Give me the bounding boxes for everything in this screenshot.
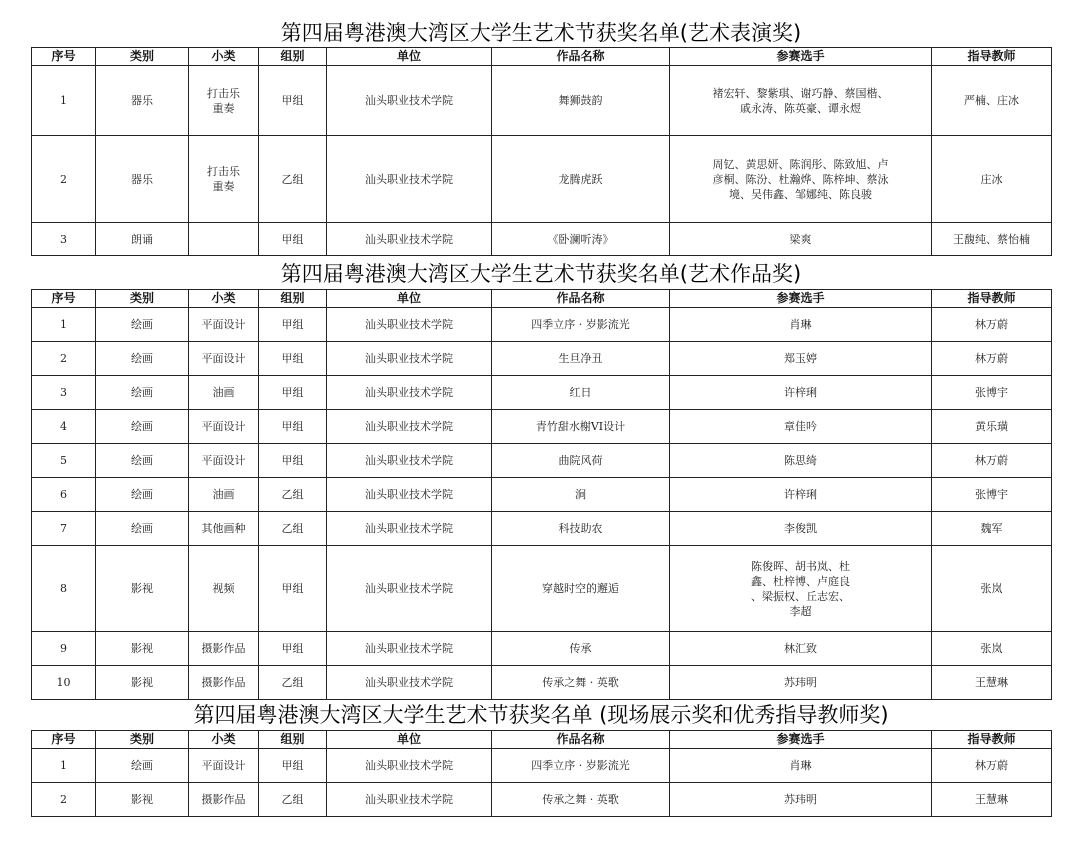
- cell-category: 朗诵: [96, 223, 189, 256]
- cell-unit: 汕头职业技术学院: [327, 749, 492, 783]
- header-advisor: 指导教师: [932, 290, 1052, 308]
- cell-index: 1: [32, 66, 96, 136]
- cell-advisor: 张岚: [932, 632, 1052, 666]
- table-row: [32, 512, 1052, 546]
- cell-subcategory: 平面设计: [189, 444, 259, 478]
- cell-unit: 汕头职业技术学院: [327, 478, 492, 512]
- header-index: 序号: [32, 731, 96, 749]
- cell-group: 乙组: [259, 136, 327, 223]
- cell-unit: 汕头职业技术学院: [327, 546, 492, 632]
- cell-subcategory: 平面设计: [189, 342, 259, 376]
- cell-advisor: 魏军: [932, 512, 1052, 546]
- header-subcategory: 小类: [189, 48, 259, 66]
- table-works-awards: [31, 289, 1052, 700]
- cell-subcategory: 平面设计: [189, 308, 259, 342]
- cell-category: 影视: [96, 632, 189, 666]
- cell-index: 7: [32, 512, 96, 546]
- cell-work-title: 舞狮鼓韵: [492, 66, 670, 136]
- cell-category: 器乐: [96, 136, 189, 223]
- cell-work-title: 《卧澜听涛》: [492, 223, 670, 256]
- section-title-performance: 第四届粤港澳大湾区大学生艺术节获奖名单(艺术表演奖): [280, 21, 802, 45]
- cell-index: 10: [32, 666, 96, 700]
- cell-subcategory: 平面设计: [189, 749, 259, 783]
- cell-category: 绘画: [96, 444, 189, 478]
- cell-group: 甲组: [259, 342, 327, 376]
- table-onsite-awards: [31, 730, 1052, 817]
- cell-contestants: 周钇、黄思妍、陈润彤、陈致旭、卢 彦桐、陈汾、杜瀚烨、陈梓坤、蔡泳 境、吴伟鑫、邹娜纯、陈良骏: [670, 136, 932, 223]
- table-header-row: [32, 48, 1052, 66]
- table-row: [32, 632, 1052, 666]
- header-work-title: 作品名称: [492, 731, 670, 749]
- cell-contestants: 肖琳: [670, 308, 932, 342]
- cell-group: 甲组: [259, 749, 327, 783]
- table-row: [32, 342, 1052, 376]
- cell-contestants: 许梓琍: [670, 478, 932, 512]
- cell-work-title: 红日: [492, 376, 670, 410]
- header-category: 类别: [96, 290, 189, 308]
- cell-unit: 汕头职业技术学院: [327, 444, 492, 478]
- header-category: 类别: [96, 48, 189, 66]
- table-row: [32, 410, 1052, 444]
- header-category: 类别: [96, 731, 189, 749]
- table-row: [32, 666, 1052, 700]
- cell-advisor: 王慧琳: [932, 666, 1052, 700]
- cell-contestants: 章佳吟: [670, 410, 932, 444]
- cell-group: 乙组: [259, 783, 327, 817]
- cell-advisor: 王馥纯、蔡怡楠: [932, 223, 1052, 256]
- cell-unit: 汕头职业技术学院: [327, 376, 492, 410]
- cell-category: 影视: [96, 546, 189, 632]
- cell-index: 1: [32, 308, 96, 342]
- cell-advisor: 林万蔚: [932, 444, 1052, 478]
- cell-category: 绘画: [96, 342, 189, 376]
- header-group: 组别: [259, 731, 327, 749]
- header-work-title: 作品名称: [492, 48, 670, 66]
- table-row: [32, 478, 1052, 512]
- header-contestants: 参赛选手: [670, 48, 932, 66]
- cell-category: 绘画: [96, 376, 189, 410]
- cell-subcategory: 其他画种: [189, 512, 259, 546]
- cell-unit: 汕头职业技术学院: [327, 632, 492, 666]
- cell-work-title: 生旦净丑: [492, 342, 670, 376]
- cell-index: 2: [32, 342, 96, 376]
- table-row: [32, 444, 1052, 478]
- cell-unit: 汕头职业技术学院: [327, 66, 492, 136]
- header-group: 组别: [259, 48, 327, 66]
- table-header-row: [32, 290, 1052, 308]
- section-title-onsite: 第四届粤港澳大湾区大学生艺术节获奖名单 (现场展示奖和优秀指导教师奖): [193, 703, 889, 727]
- cell-work-title: 涧: [492, 478, 670, 512]
- cell-category: 影视: [96, 783, 189, 817]
- cell-index: 3: [32, 376, 96, 410]
- cell-contestants: 林汇致: [670, 632, 932, 666]
- cell-category: 绘画: [96, 512, 189, 546]
- cell-category: 绘画: [96, 749, 189, 783]
- cell-index: 2: [32, 136, 96, 223]
- cell-index: 8: [32, 546, 96, 632]
- cell-index: 4: [32, 410, 96, 444]
- table-performance-awards: [31, 47, 1052, 256]
- cell-contestants: 肖琳: [670, 749, 932, 783]
- cell-advisor: 黄乐璜: [932, 410, 1052, 444]
- cell-work-title: 传承之舞 · 英歌: [492, 783, 670, 817]
- cell-group: 甲组: [259, 223, 327, 256]
- cell-group: 甲组: [259, 632, 327, 666]
- cell-index: 2: [32, 783, 96, 817]
- cell-unit: 汕头职业技术学院: [327, 410, 492, 444]
- cell-advisor: 张博宇: [932, 478, 1052, 512]
- table-row: [32, 223, 1052, 256]
- cell-contestants: 苏玮明: [670, 666, 932, 700]
- cell-index: 3: [32, 223, 96, 256]
- cell-work-title: 科技助农: [492, 512, 670, 546]
- cell-unit: 汕头职业技术学院: [327, 512, 492, 546]
- cell-index: 1: [32, 749, 96, 783]
- table-row: [32, 376, 1052, 410]
- cell-unit: 汕头职业技术学院: [327, 223, 492, 256]
- table-row: [32, 783, 1052, 817]
- cell-subcategory: 油画: [189, 376, 259, 410]
- cell-subcategory: 摄影作品: [189, 666, 259, 700]
- cell-advisor: 王慧琳: [932, 783, 1052, 817]
- header-index: 序号: [32, 48, 96, 66]
- table-row: [32, 66, 1052, 136]
- header-subcategory: 小类: [189, 290, 259, 308]
- cell-work-title: 穿越时空的邂逅: [492, 546, 670, 632]
- cell-contestants: 许梓琍: [670, 376, 932, 410]
- table-row: [32, 546, 1052, 632]
- cell-unit: 汕头职业技术学院: [327, 136, 492, 223]
- cell-group: 乙组: [259, 478, 327, 512]
- cell-subcategory: 视频: [189, 546, 259, 632]
- cell-group: 甲组: [259, 410, 327, 444]
- cell-work-title: 曲院风荷: [492, 444, 670, 478]
- header-subcategory: 小类: [189, 731, 259, 749]
- cell-group: 乙组: [259, 512, 327, 546]
- cell-index: 9: [32, 632, 96, 666]
- cell-unit: 汕头职业技术学院: [327, 783, 492, 817]
- cell-category: 影视: [96, 666, 189, 700]
- header-work-title: 作品名称: [492, 290, 670, 308]
- cell-subcategory: [189, 223, 259, 256]
- cell-unit: 汕头职业技术学院: [327, 666, 492, 700]
- cell-group: 甲组: [259, 376, 327, 410]
- cell-subcategory: 平面设计: [189, 410, 259, 444]
- cell-advisor: 庄冰: [932, 136, 1052, 223]
- cell-unit: 汕头职业技术学院: [327, 308, 492, 342]
- table-row: [32, 308, 1052, 342]
- cell-contestants: 陈思绮: [670, 444, 932, 478]
- cell-group: 甲组: [259, 308, 327, 342]
- header-contestants: 参赛选手: [670, 731, 932, 749]
- cell-contestants: 李俊凯: [670, 512, 932, 546]
- header-unit: 单位: [327, 48, 492, 66]
- cell-index: 5: [32, 444, 96, 478]
- table-row: [32, 136, 1052, 223]
- cell-unit: 汕头职业技术学院: [327, 342, 492, 376]
- header-contestants: 参赛选手: [670, 290, 932, 308]
- section-title-works: 第四届粤港澳大湾区大学生艺术节获奖名单(艺术作品奖): [280, 262, 802, 286]
- cell-advisor: 林万蔚: [932, 749, 1052, 783]
- cell-contestants: 梁爽: [670, 223, 932, 256]
- cell-work-title: 四季立序 · 岁影流光: [492, 308, 670, 342]
- cell-contestants: 苏玮明: [670, 783, 932, 817]
- cell-advisor: 林万蔚: [932, 342, 1052, 376]
- cell-subcategory: 打击乐 重奏: [189, 136, 259, 223]
- cell-work-title: 青竹甜水榭VI设计: [492, 410, 670, 444]
- cell-group: 甲组: [259, 66, 327, 136]
- header-advisor: 指导教师: [932, 731, 1052, 749]
- cell-subcategory: 打击乐 重奏: [189, 66, 259, 136]
- cell-subcategory: 摄影作品: [189, 783, 259, 817]
- cell-subcategory: 摄影作品: [189, 632, 259, 666]
- cell-contestants: 陈俊晖、胡书岚、杜 鑫、杜梓博、卢庭良 、梁振权、丘志宏、 李超: [670, 546, 932, 632]
- cell-index: 6: [32, 478, 96, 512]
- header-unit: 单位: [327, 290, 492, 308]
- cell-work-title: 传承之舞 · 英歌: [492, 666, 670, 700]
- cell-category: 绘画: [96, 410, 189, 444]
- cell-advisor: 严楠、庄冰: [932, 66, 1052, 136]
- cell-work-title: 龙腾虎跃: [492, 136, 670, 223]
- cell-group: 甲组: [259, 444, 327, 478]
- cell-group: 乙组: [259, 666, 327, 700]
- cell-subcategory: 油画: [189, 478, 259, 512]
- cell-advisor: 张博宇: [932, 376, 1052, 410]
- header-unit: 单位: [327, 731, 492, 749]
- header-index: 序号: [32, 290, 96, 308]
- cell-category: 器乐: [96, 66, 189, 136]
- cell-category: 绘画: [96, 478, 189, 512]
- cell-work-title: 四季立序 · 岁影流光: [492, 749, 670, 783]
- cell-advisor: 张岚: [932, 546, 1052, 632]
- cell-category: 绘画: [96, 308, 189, 342]
- table-header-row: [32, 731, 1052, 749]
- header-group: 组别: [259, 290, 327, 308]
- cell-group: 甲组: [259, 546, 327, 632]
- cell-contestants: 郑玉婷: [670, 342, 932, 376]
- header-advisor: 指导教师: [932, 48, 1052, 66]
- cell-contestants: 褚宏轩、黎紫琪、谢巧静、蔡国楷、 戚永涛、陈英豪、谭永煜: [670, 66, 932, 136]
- cell-advisor: 林万蔚: [932, 308, 1052, 342]
- table-row: [32, 749, 1052, 783]
- cell-work-title: 传承: [492, 632, 670, 666]
